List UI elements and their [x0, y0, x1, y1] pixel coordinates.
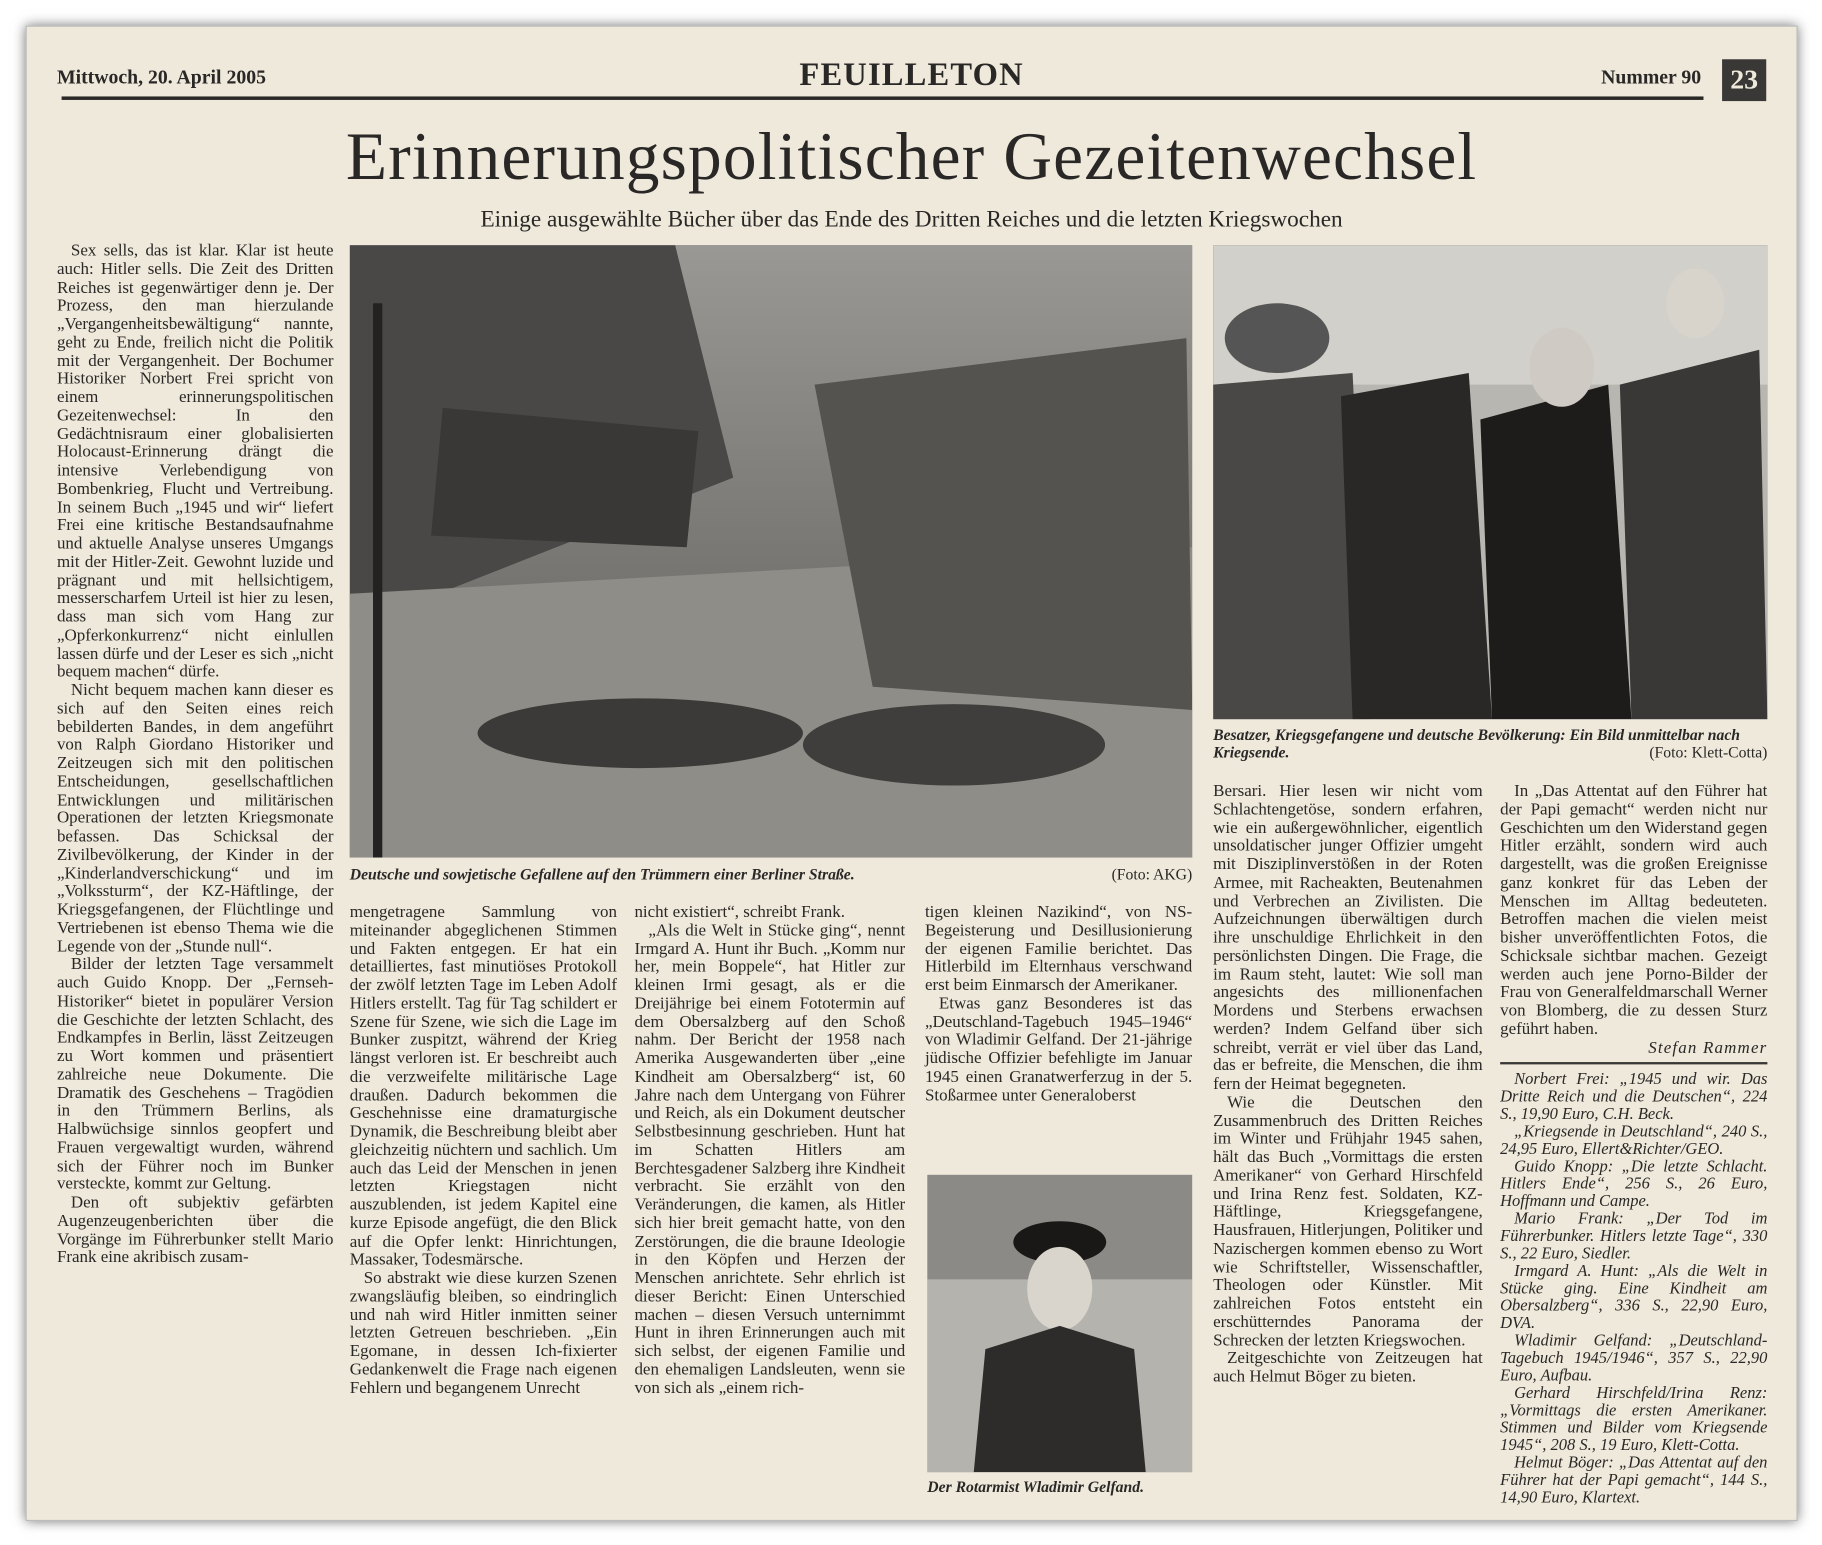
section-title: FEUILLETON: [799, 56, 1024, 93]
newspaper-page: [26, 26, 1798, 1521]
book-entry: Wladimir Gelfand: „Deutschland-Tagebuch 1945/1946“, 357 S., 22,90 Euro, Aufbau.: [1500, 1331, 1768, 1386]
book-entry: Gerhard Hirschfeld/Irina Renz: „Vormittags die ersten Amerikaner. Stimmen und Bilder vom Kriegsende 1945“, 208 S., 19 Euro, Klett-Cotta.: [1500, 1384, 1768, 1456]
page-number-badge: 23: [1722, 59, 1766, 101]
portrait-caption: Der Rotarmist Wladimir Gelfand.: [927, 1478, 1145, 1496]
paragraph: So abstrakt wie diese kurzen Szenen zwangsläufig bleiben, so eindringlich und nah wird Hitler inmitten seiner letzten Getreuen beschrieben. „Ein Egomane, in dessen Ich-fixierter Gedankenwelt die Frage nach eigenen Fehlern und begangenem Unrecht: [349, 1268, 618, 1398]
paragraph: Bersari. Hier lesen wir nicht vom Schlachtengetöse, sondern erfahren, wie ein außergewöhnlicher, eigentlich unsoldatischer junger Offizier umgeht mit Disziplinverstößen in der Roten Armee, mit Racheakten, Beutenahmen und Verbrechen an Zivilisten. Die Aufzeichnungen überwältigen durch ihre unschuldige Ehrlichkeit in den persönlichsten Dingen. Die Frage, die im Raum steht, lautet: Wie soll man angesichts des millionenfachen Mordens und Sterbens erwachsen werden? Indem Gelfand über sich schreibt, verrät er viel über das Land, das er befreite, die Menschen, die ihm fern der Heimat begegneten.: [1213, 782, 1483, 1094]
photo-image: [1213, 245, 1767, 719]
issue-date: Mittwoch, 20. April 2005: [56, 66, 266, 89]
subheadline: Einige ausgewählte Bücher über das Ende des Dritten Reiches und die letzten Kriegswochen: [480, 206, 1343, 233]
paragraph: Nicht bequem machen kann dieser es sich auf den Seiten eines reich bebilderten Bandes, in dem angeführt von Ralph Giordano Historiker und Zeitzeugen sich mit den politischen Entscheidungen, gesellschaftlichen Entwicklungen und militärischen Operationen der letzten Kriegsmonate befassen. Das Schicksal der Zivilbevölkerung, der Kinder in der „Kinderlandverschickung“ und im „Volkssturm“, der KZ-Häftlinge, der Kriegsgefangenen, der Flüchtlinge und Vertriebenen ist ebenso Thema wie die Legende von der „Stunde null“.: [56, 680, 334, 956]
article-column-1: [57, 243, 334, 1268]
author-byline: Stefan Rammer: [1648, 1038, 1768, 1057]
book-entry: Irmgard A. Hunt: „Als die Welt in Stücke ging. Eine Kindheit am Obersalzberg“, 336 S., 22,90 Euro, DVA.: [1500, 1262, 1768, 1334]
photo-credit: (Foto: Klett-Cotta): [1649, 743, 1768, 762]
caption-text: Deutsche und sowjetische Gefallene auf den Trümmern einer Berliner Straße.: [349, 865, 855, 884]
paragraph: In „Das Attentat auf den Führer hat der Papi gemacht“ werden nicht nur Geschichten um den Widerstand gegen Hitler erzählt, sondern wird auch dargestellt, was die großen Ereignisse ganz konkret für das Leben der Menschen im Alltag bedeuteten. Betroffen machen die vielen meist bisher unveröffentlichten Fotos, die Schicksale sichtbar machen. Gezeigt werden auch jene Porno-Bilder der Frau von Generalfeldmarschall Werner von Blomberg, die zu dessen Sturz geführt haben.: [1500, 782, 1768, 1039]
main-photo-caption: [350, 866, 1192, 883]
photo-image: [927, 1175, 1192, 1472]
paragraph: Wie die Deutschen den Zusammenbruch des Dritten Reiches im Winter und Frühjahr 1945 sahen, hält das Buch „Vormittags die ersten Amerikaner“ von Gerhard Hirschfeld und Irina Renz fest. Soldaten, KZ-Häftlinge, Kriegsgefangene, Hausfrauen, Hitlerjungen, Politiker und Nazischergen kommen ebenso zu Wort wie Schriftsteller, Wissenschaftler, Theologen oder Künstler. Mit zahlreichen Fotos entsteht ein erschütterndes Panorama der Schrecken der letzten Kriegswochen.: [1213, 1093, 1483, 1350]
paragraph: Den oft subjektiv gefärbten Augenzeugenberichten über die Vorgänge im Führerbunker stellt Mario Frank eine akribisch zusam-: [56, 1193, 334, 1267]
article-column-3: [634, 904, 905, 1398]
book-list: [1500, 1072, 1767, 1508]
book-entry: Norbert Frei: „1945 und wir. Das Dritte Reich und die Deutschen“, 224 S., 19,90 Euro, C.H. Beck.: [1500, 1070, 1768, 1124]
photo-soldiers-civilians: [1213, 245, 1767, 719]
caption-text: Besatzer, Kriegsgefangene und deutsche Bevölkerung: Ein Bild unmittelbar nach Kriegsende.: [1213, 726, 1741, 762]
headline: Erinnerungspolitischer Gezeitenwechsel: [345, 118, 1478, 195]
paragraph: tigen kleinen Nazikind“, von NS-Begeisterung und Desillusionierung der eigenen Familie berichtet. Das Hitlerbild im Elternhaus verschwand erst beim Einmarsch der Amerikaner.: [924, 902, 1193, 995]
paragraph: Zeitgeschichte von Zeitzeugen hat auch Helmut Böger zu bieten.: [1213, 1349, 1483, 1387]
book-entry: „Kriegsende in Deutschland“, 240 S., 24,95 Euro, Ellert&Richter/GEO.: [1500, 1122, 1768, 1159]
book-entry: Mario Frank: „Der Tod im Führerbunker. Hitlers letzte Tage“, 330 S., 22 Euro, Siedler.: [1500, 1209, 1768, 1264]
article-column-5: [1213, 783, 1483, 1387]
article-column-4: [925, 904, 1192, 1105]
book-entry: Helmut Böger: „Das Attentat auf den Führer hat der Papi gemacht“, 144 S., 14,90 Euro, Klartext.: [1500, 1453, 1768, 1508]
paragraph: „Als die Welt in Stücke ging“, nennt Irmgard A. Hunt ihr Buch. „Komm nur her, mein Boppele“, hat Hitler zur kleinen Irmi gesagt, als er die Dreijährige bei einem Fototermin auf dem Obersalzberg auf den Schoß nahm. Der Bericht der 1958 nach Amerika Ausgewanderten über „eine Kindheit am Obersalzberg“ ist, 60 Jahre nach dem Untergang von Führer und Reich, als ein Dokument deutscher Selbstbesinnung geschrieben. Hunt hat im Schatten Hitlers am Berchtesgadener Salzberg ihre Kindheit verbracht. Sie erzählt von den Veränderungen, die kamen, als Hitler sich hier breit gemacht hatte, von den Zerstörungen, die die braune Ideologie in den Köpfen und Herzen der Menschen anrichtete. Sehr ehrlich ist dieser Bericht: Einen Unterschied machen – diesen Versuch unternimmt Hunt in ihren Erinnerungen auch mit sich selbst, der eigenen Familie und den ehemaligen Landsleuten, wenn sie von sich als „einem rich-: [634, 921, 906, 1398]
paragraph: nicht existiert“, schreibt Frank.: [634, 902, 845, 922]
photo-image: [350, 245, 1192, 857]
article-column-2: [350, 904, 617, 1398]
photo-gelfand-portrait: [927, 1175, 1192, 1472]
issue-number: Nummer 90: [1601, 66, 1702, 89]
photo-credit: (Foto: AKG): [1111, 865, 1193, 884]
paragraph: Etwas ganz Besonderes ist das „Deutschland-Tagebuch 1945–1946“ von Wladimir Gelfand. Der 21-jährige jüdische Offizier befehligte im Januar 1945 einen Granatwerferzug in der 5. Stoßarmee unter Generaloberst: [924, 994, 1193, 1105]
right-photo-caption: [1213, 726, 1767, 761]
paragraph: Bilder der letzten Tage versammelt auch Guido Knopp. Der „Fernseh-Historiker“ bietet in populärer Version die Geschichte der letzten Schlacht, des Endkampfes in Berlin, lässt Zeitzeugen zu Wort kommen und präsentiert zahlreiche neue Dokumente. Die Dramatik des Geschehens – Tragödien in den Trümmern Berlins, als Halbwüchsige sinnlos geopfert und Frauen vergewaltigt wurden, während sich der Führer noch im Bunker versteckte, kommt zur Geltung.: [56, 955, 334, 1194]
paragraph: Sex sells, das ist klar. Klar ist heute auch: Hitler sells. Die Zeit des Dritten Reiches ist gegenwärtiger denn je. Der Prozess, den man hierzulande „Vergangenheitsbewältigung“ nannte, geht zu Ende, freilich nicht die Politik mit der Vergangenheit. Der Bochumer Historiker Norbert Frei spricht von einem erinnerungspolitischen Gezeitenwechsel: In den Gedächtnisraum einer globalisierten Holocaust-Erinnerung drängt die intensive Verlebendigung von Bombenkrieg, Flucht und Vertreibung. In seinem Buch „1945 und wir“ liefert Frei eine kritische Bestandsaufnahme und aktuelle Analyse unseres Umgangs mit der Hitler-Zeit. Gewohnt luzide und prägnant und mit hellsichtigem, messerscharfem Urteil ist hier zu lesen, dass man sich vom Hang zur „Opferkonkurrenz“ nicht einlullen lassen dürfe und der Leser es sich „nicht bequem machen“ dürfe.: [56, 241, 334, 682]
book-entry: Guido Knopp: „Die letzte Schlacht. Hitlers Ende“, 256 S., 26 Euro, Hoffmann und Campe.: [1500, 1157, 1768, 1212]
header-rule: [62, 96, 1704, 99]
divider: [1500, 1062, 1767, 1064]
paragraph: mengetragene Sammlung von miteinander abgeglichenen Stimmen und Fakten entgegen. Er hat ein detailliertes, fast minutiöses Protokoll der zwölf letzten Tage im Leben Adolf Hitlers erstellt. Tag für Tag schildert er Szene für Szene, wie sich die Lage im Bunker zuspitzt, während der Krieg längst verloren ist. Er beschreibt auch die verzweifelte militärische Lage draußen. Dadurch bekommen die Geschehnisse eine dramaturgische Dynamik, die Beschreibung bleibt aber gleichzeitig nüchtern und sachlich. Um auch das Leid der Menschen in jenen letzten Kriegstagen nicht auszublenden, ist jedem Kapitel eine kurze Episode angefügt, die den Blick auf die Opfer lenkt: Hinrichtungen, Massaker, Todesmärsche.: [349, 902, 618, 1270]
photo-berlin-rubble: [350, 245, 1192, 857]
article-column-6: [1500, 783, 1767, 1507]
